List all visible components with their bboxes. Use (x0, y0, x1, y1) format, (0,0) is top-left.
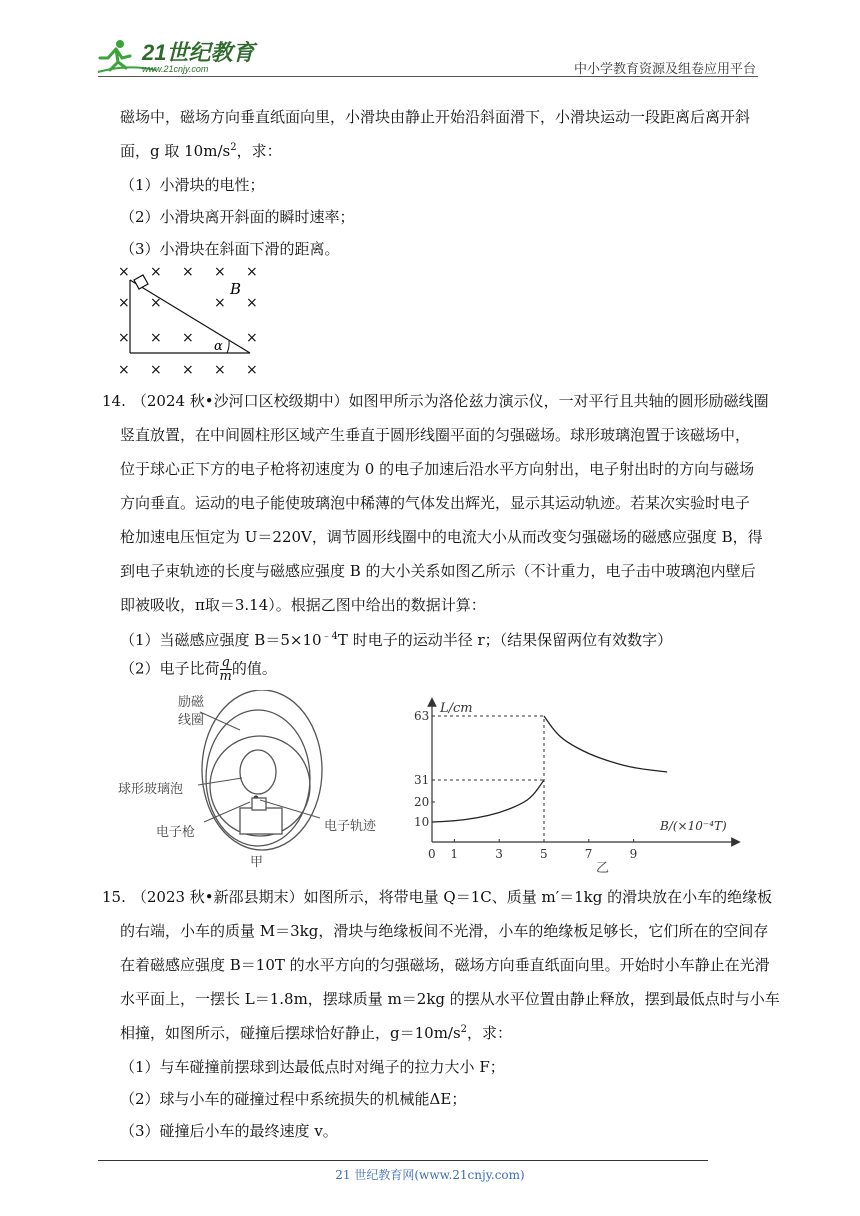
field-label-B: B (230, 280, 242, 298)
field-cross-mark: × (182, 264, 194, 280)
q13-sub2: （2）小滑块离开斜面的瞬时速率； (120, 208, 355, 226)
q14-line7: 即被吸收，π取＝3.14）。根据乙图中给出的数据计算： (120, 596, 486, 614)
runner-logo-icon (96, 36, 266, 76)
base-box (240, 808, 282, 834)
q13-line1: 磁场中，磁场方向垂直纸面向里，小滑块由静止开始沿斜面滑下，小滑块运动一段距离后离开斜 (120, 108, 751, 126)
q14-line3: 位于球心正下方的电子枪将初速度为 0 的电子加速后沿水平方向射出，电子射出时的方向与磁场 (120, 460, 755, 478)
series-line-2 (544, 716, 667, 772)
x-tick-label: 1 (450, 847, 459, 861)
label-bulb: 球形玻璃泡 (118, 782, 184, 797)
x-tick-label: 3 (495, 847, 503, 861)
field-cross-mark: × (150, 330, 162, 346)
field-cross-mark: × (214, 362, 226, 378)
pointer-coil (200, 712, 240, 730)
label-gun: 电子枪 (156, 825, 196, 840)
q15-line2: 的右端，小车的质量 M＝3kg，滑块与绝缘板间不光滑，小车的绝缘板足够长，它们所在的空间存 (120, 922, 769, 940)
lorentz-apparatus-figure (110, 690, 410, 870)
glass-bulb (240, 750, 276, 794)
q14-sub2: （2）电子比荷 $\frac{q}{m}$ 的值。 (120, 655, 277, 684)
field-cross-mark: × (150, 264, 162, 280)
q15-sub1: （1）与车碰撞前摆球到达最低点时对绳子的拉力大小 F； (120, 1058, 505, 1076)
field-cross-mark: × (246, 264, 258, 280)
q14-line5: 枪加速电压恒定为 U＝220V，调节圆形线圈中的电流大小从而改变匀强磁场的磁感应强度 B，得 (120, 528, 763, 546)
slider-block (134, 275, 148, 289)
platform-name: 中小学教育资源及组卷应用平台 (573, 62, 756, 77)
header-divider (98, 76, 758, 77)
q15-line3: 在着磁感应强度 B＝10T 的水平方向的匀强磁场，磁场方向垂直纸面向里。开始时小车静止在光滑 (120, 956, 770, 974)
logo-text: 21世纪教育 (142, 40, 255, 65)
label-track: 电子轨迹 (324, 819, 377, 834)
field-cross-mark: × (214, 264, 226, 280)
field-cross-mark: × (246, 362, 258, 378)
field-cross-mark: × (118, 330, 130, 346)
y-tick-label: 20 (414, 795, 430, 809)
footer-site: 21 世纪教育网(www.21cnjy.com) (335, 1168, 525, 1182)
field-cross-mark: × (118, 295, 130, 311)
field-cross-mark: × (118, 264, 130, 280)
pointer-bulb (198, 778, 242, 785)
q14-line1: 14. （2024 秋•沙河口区校级期中）如图甲所示为洛伦兹力演示仪，一对平行且共轴的圆形励磁线圈 (102, 392, 769, 410)
y-tick-label: 63 (414, 709, 430, 723)
angle-arc (227, 341, 229, 353)
field-cross-mark: × (246, 295, 258, 311)
q14-line2: 竖直放置，在中间圆柱形区域产生垂直于圆形线圈平面的匀强磁场。球形玻璃泡置于该磁场中， (120, 426, 751, 444)
y-axis-label: L/cm (440, 701, 473, 716)
logo-url: www.21cnjy.com (142, 64, 209, 74)
x-tick-label: 5 (540, 847, 548, 861)
x-axis-label: B/(×10⁻⁴T) (660, 819, 727, 833)
q14-sub1: （1）当磁感应强度 $B=5\times 10^{﹣4}T$ 时电子的运动半径 r；（结果保留两位有效数字） (120, 631, 673, 649)
figure-caption-jia: 甲 (250, 855, 264, 870)
footer-divider (98, 1160, 708, 1161)
q15-line5: 相撞，如图所示，碰撞后摆球恰好静止，$g=10m/s^2$，求： (120, 1024, 513, 1042)
field-cross-mark: × (182, 362, 194, 378)
q13-line2: 面，g 取 $10m/s^2$，求： (120, 142, 282, 160)
length-vs-B-chart (410, 694, 750, 874)
q-over-m-fraction: $\frac{q}{m}$ (219, 655, 232, 684)
x-tick-label: 7 (584, 847, 593, 861)
field-cross-mark: × (150, 295, 162, 311)
angle-label: α (214, 339, 223, 354)
q15-line1: 15. （2023 秋•新邵县期末）如图所示，将带电量 Q＝1C、质量 m′＝1kg 的滑块放在小车的绝缘板 (102, 888, 773, 906)
q14-line4: 方向垂直。运动的电子能使玻璃泡中稀薄的气体发出辉光，显示其运动轨迹。若某次实验时电子 (120, 494, 751, 512)
site-logo (96, 36, 266, 76)
q15-line4: 水平面上，一摆长 L＝1.8m，摆球质量 m＝2kg 的摆从水平位置由静止释放，摆到最低点时与小车 (120, 990, 780, 1008)
x-tick-label: 0 (428, 847, 436, 861)
x-tick-label: 9 (629, 847, 638, 861)
field-cross-mark: × (182, 330, 194, 346)
q13-sub3: （3）小滑块在斜面下滑的距离。 (120, 240, 340, 258)
q14-line6: 到电子束轨迹的长度与磁感应强度 B 的大小关系如图乙所示（不计重力，电子击中玻璃泡内壁后 (120, 562, 756, 580)
label-coil-2: 线圈 (178, 713, 205, 728)
series-line-1 (432, 780, 544, 822)
q15-sub2: （2）球与小车的碰撞过程中系统损失的机械能ΔE； (120, 1090, 467, 1108)
field-cross-mark: × (246, 330, 258, 346)
q13-sub1: （1）小滑块的电性； (120, 176, 265, 194)
y-tick-label: 31 (414, 773, 430, 787)
field-cross-mark: × (214, 295, 226, 311)
field-cross-mark: × (118, 362, 130, 378)
field-cross-mark: × (150, 362, 162, 378)
incline-figure (110, 262, 270, 380)
figure-caption-yi: 乙 (596, 861, 610, 874)
label-coil-1: 励磁 (178, 695, 205, 710)
y-tick-label: 10 (414, 815, 430, 829)
gun-mount (252, 798, 266, 810)
q15-sub3: （3）碰撞后小车的最终速度 v。 (120, 1122, 338, 1140)
